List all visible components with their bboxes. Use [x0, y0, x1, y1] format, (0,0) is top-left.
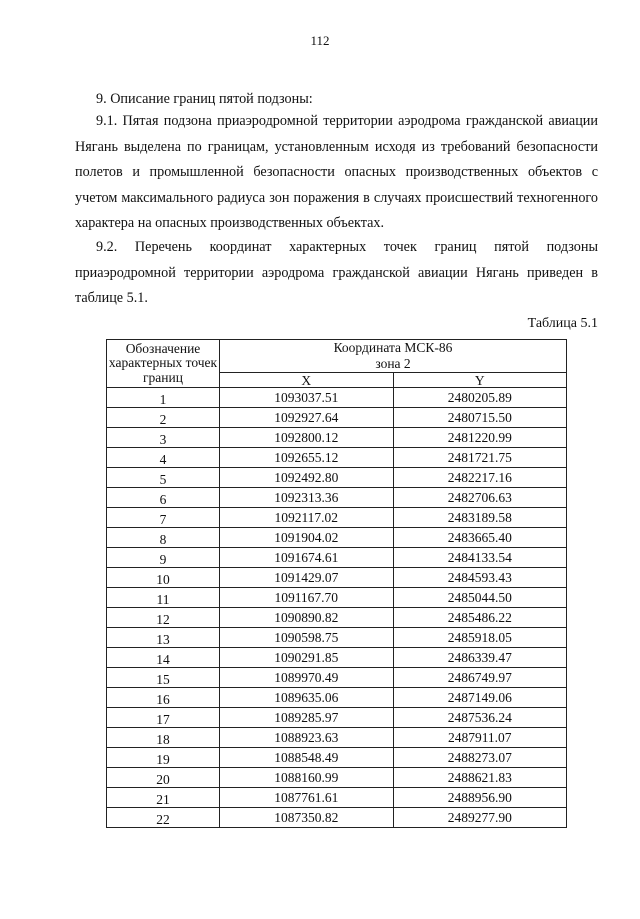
- table-row: [107, 588, 567, 608]
- y-coordinate-cell: 2485044.50: [393, 588, 567, 608]
- point-number-cell: 22: [107, 808, 220, 828]
- section-heading: 9. Описание границ пятой подзоны:: [96, 91, 313, 107]
- x-coordinate-cell: 1090598.75: [220, 628, 394, 648]
- table-row: [107, 528, 567, 548]
- point-number-cell: 5: [107, 468, 220, 488]
- y-coordinate-cell: 2483665.40: [393, 528, 567, 548]
- point-number-cell: 8: [107, 528, 220, 548]
- point-number-cell: 9: [107, 548, 220, 568]
- y-coordinate-cell: 2485486.22: [393, 608, 567, 628]
- y-coordinate-cell: 2487911.07: [393, 728, 567, 748]
- table-row: [107, 568, 567, 588]
- point-number-cell: 12: [107, 608, 220, 628]
- point-number-cell: 2: [107, 408, 220, 428]
- coordinates-table: [106, 339, 567, 828]
- point-number-cell: 3: [107, 428, 220, 448]
- y-coordinate-cell: 2488956.90: [393, 788, 567, 808]
- x-coordinate-cell: 1091904.02: [220, 528, 394, 548]
- table-row: [107, 628, 567, 648]
- table-body: [107, 388, 567, 828]
- table-row: [107, 668, 567, 688]
- y-coordinate-cell: 2487536.24: [393, 708, 567, 728]
- table-caption: Таблица 5.1: [527, 316, 598, 331]
- y-coordinate-cell: 2484133.54: [393, 548, 567, 568]
- x-coordinate-cell: 1091167.70: [220, 588, 394, 608]
- table-row: [107, 788, 567, 808]
- table-row: [107, 608, 567, 628]
- y-coordinate-cell: 2486339.47: [393, 648, 567, 668]
- x-coordinate-cell: 1088160.99: [220, 768, 394, 788]
- table-row: [107, 508, 567, 528]
- y-coordinate-cell: 2484593.43: [393, 568, 567, 588]
- x-coordinate-cell: 1089285.97: [220, 708, 394, 728]
- x-coordinate-cell: 1090291.85: [220, 648, 394, 668]
- x-coordinate-cell: 1090890.82: [220, 608, 394, 628]
- point-number-cell: 1: [107, 388, 220, 408]
- x-coordinate-cell: 1087350.82: [220, 808, 394, 828]
- paragraph-9-2: 9.2. Перечень координат характерных точек границ пятой подзоны приаэродромной территории аэродрома гражданской авиации Нягань приведен в таблице 5.1.: [75, 239, 598, 306]
- header-y: Y: [393, 373, 567, 388]
- point-number-cell: 19: [107, 748, 220, 768]
- y-coordinate-cell: 2483189.58: [393, 508, 567, 528]
- y-coordinate-cell: 2482217.16: [393, 468, 567, 488]
- table-row: [107, 808, 567, 828]
- point-number-cell: 13: [107, 628, 220, 648]
- x-coordinate-cell: 1092313.36: [220, 488, 394, 508]
- table-row: [107, 728, 567, 748]
- x-coordinate-cell: 1089635.06: [220, 688, 394, 708]
- point-number-cell: 16: [107, 688, 220, 708]
- y-coordinate-cell: 2482706.63: [393, 488, 567, 508]
- y-coordinate-cell: 2488273.07: [393, 748, 567, 768]
- x-coordinate-cell: 1092655.12: [220, 448, 394, 468]
- point-number-cell: 7: [107, 508, 220, 528]
- point-number-cell: 10: [107, 568, 220, 588]
- x-coordinate-cell: 1088548.49: [220, 748, 394, 768]
- table-row: [107, 428, 567, 448]
- point-number-cell: 20: [107, 768, 220, 788]
- table-row: [107, 648, 567, 668]
- point-number-cell: 11: [107, 588, 220, 608]
- x-coordinate-cell: 1092927.64: [220, 408, 394, 428]
- table-row: [107, 708, 567, 728]
- page-number: 112: [310, 33, 330, 48]
- y-coordinate-cell: 2485918.05: [393, 628, 567, 648]
- table-row: [107, 388, 567, 408]
- table-row: [107, 468, 567, 488]
- y-coordinate-cell: 2489277.90: [393, 808, 567, 828]
- y-coordinate-cell: 2480205.89: [393, 388, 567, 408]
- x-coordinate-cell: 1092800.12: [220, 428, 394, 448]
- point-number-cell: 4: [107, 448, 220, 468]
- x-coordinate-cell: 1087761.61: [220, 788, 394, 808]
- table-row: [107, 448, 567, 468]
- point-number-cell: 21: [107, 788, 220, 808]
- x-coordinate-cell: 1091674.61: [220, 548, 394, 568]
- table-row: [107, 748, 567, 768]
- header-x: X: [220, 373, 394, 388]
- table-row: [107, 548, 567, 568]
- y-coordinate-cell: 2486749.97: [393, 668, 567, 688]
- x-coordinate-cell: 1092492.80: [220, 468, 394, 488]
- point-number-cell: 15: [107, 668, 220, 688]
- table-row: [107, 768, 567, 788]
- point-number-cell: 17: [107, 708, 220, 728]
- x-coordinate-cell: 1093037.51: [220, 388, 394, 408]
- header-coordinate: [220, 340, 567, 373]
- header-coordinate-text: Координата МСК-86 зона 2: [333, 340, 453, 371]
- x-coordinate-cell: 1091429.07: [220, 568, 394, 588]
- x-coordinate-cell: 1092117.02: [220, 508, 394, 528]
- point-number-cell: 14: [107, 648, 220, 668]
- table-row: [107, 408, 567, 428]
- y-coordinate-cell: 2488621.83: [393, 768, 567, 788]
- y-coordinate-cell: 2481721.75: [393, 448, 567, 468]
- header-point-mark: Обозначение характерных точек границ: [107, 340, 220, 388]
- point-number-cell: 6: [107, 488, 220, 508]
- table-row: [107, 688, 567, 708]
- x-coordinate-cell: 1089970.49: [220, 668, 394, 688]
- y-coordinate-cell: 2481220.99: [393, 428, 567, 448]
- y-coordinate-cell: 2480715.50: [393, 408, 567, 428]
- x-coordinate-cell: 1088923.63: [220, 728, 394, 748]
- y-coordinate-cell: 2487149.06: [393, 688, 567, 708]
- paragraph-9-1: 9.1. Пятая подзона приаэродромной территории аэродрома гражданской авиации Нягань выделена по границам, установленным исходя из требований безопасности полетов и промышленной безопасности опасных производственных объектов с учетом максимального радиуса зон поражения в случаях происшествий техногенного характера на опасных производственных объектах.: [75, 113, 598, 231]
- table-row: [107, 488, 567, 508]
- point-number-cell: 18: [107, 728, 220, 748]
